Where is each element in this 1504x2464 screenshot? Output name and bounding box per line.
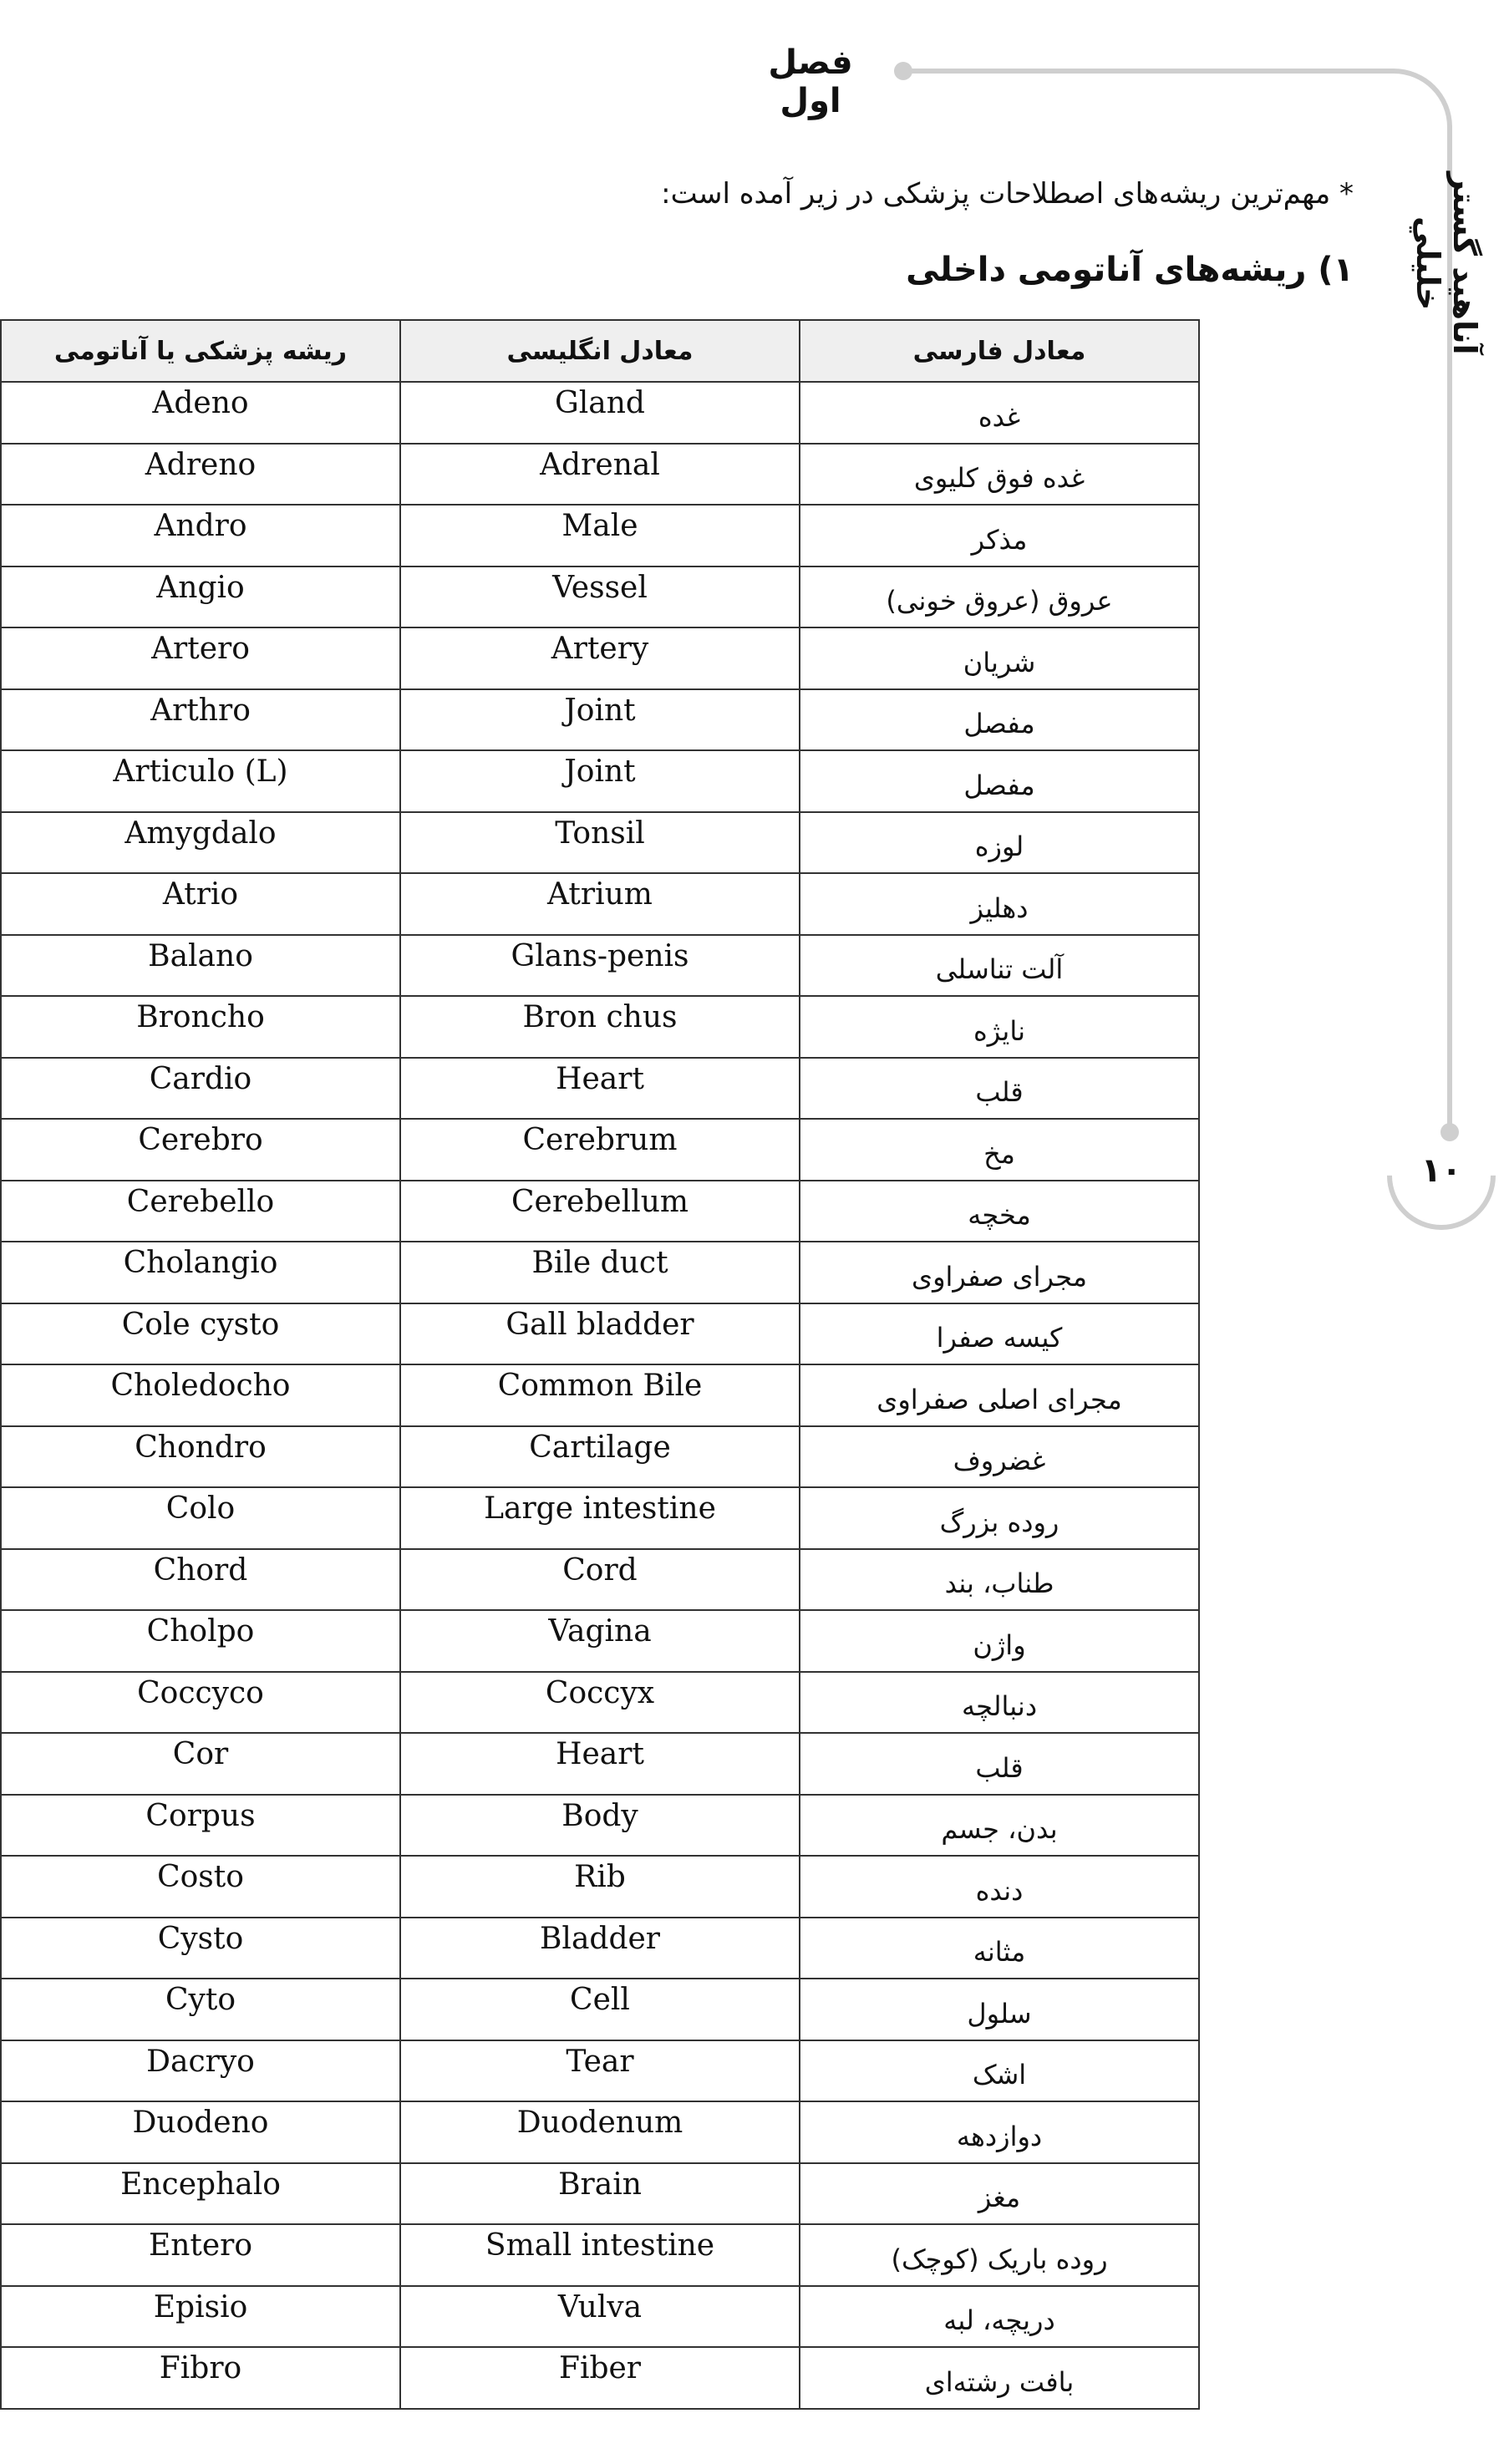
persian-cell: بافت رشته‌ای: [800, 2347, 1199, 2409]
root-cell: Cerebello: [1, 1181, 400, 1242]
table-row: [1, 1303, 1199, 1365]
english-cell: Common Bile: [400, 1364, 800, 1426]
persian-cell: مخ: [800, 1119, 1199, 1181]
table-row: [1, 1242, 1199, 1303]
root-cell: Chondro: [1, 1426, 400, 1488]
table-row: [1, 505, 1199, 566]
root-cell: Chord: [1, 1549, 400, 1611]
intro-text: * مهم‌ترین ریشه‌های اصطلاحات پزشکی در زیر آمده است:: [661, 177, 1354, 211]
table-row: [1, 1795, 1199, 1857]
english-cell: Coccyx: [400, 1672, 800, 1734]
table-row: [1, 1119, 1199, 1181]
table-row: [1, 627, 1199, 689]
persian-cell: واژن: [800, 1610, 1199, 1672]
persian-cell: نایژه: [800, 996, 1199, 1058]
table-row: [1, 2347, 1199, 2409]
header-english: معادل انگلیسی: [400, 320, 800, 382]
table-row: [1, 1364, 1199, 1426]
table-row: [1, 1487, 1199, 1549]
english-cell: Vessel: [400, 566, 800, 628]
english-cell: Large intestine: [400, 1487, 800, 1549]
english-cell: Rib: [400, 1856, 800, 1918]
root-cell: Costo: [1, 1856, 400, 1918]
table-row: [1, 566, 1199, 628]
english-cell: Glans-penis: [400, 935, 800, 997]
persian-cell: کیسه صفرا: [800, 1303, 1199, 1365]
persian-cell: مفصل: [800, 750, 1199, 812]
table-row: [1, 1733, 1199, 1795]
english-cell: Cerebrum: [400, 1119, 800, 1181]
chapter-title: فصل اول: [768, 43, 853, 120]
persian-cell: شریان: [800, 627, 1199, 689]
persian-cell: غضروف: [800, 1426, 1199, 1488]
table-row: [1, 2101, 1199, 2163]
english-cell: Vulva: [400, 2286, 800, 2348]
table-row: [1, 2040, 1199, 2102]
english-cell: Heart: [400, 1058, 800, 1120]
root-cell: Articulo (L): [1, 750, 400, 812]
root-cell: Duodeno: [1, 2101, 400, 2163]
persian-cell: اشک: [800, 2040, 1199, 2102]
root-cell: Encephalo: [1, 2163, 400, 2225]
english-cell: Gland: [400, 382, 800, 444]
medical-roots-table: [0, 319, 1200, 2410]
root-cell: Choledocho: [1, 1364, 400, 1426]
table-row: [1, 1058, 1199, 1120]
root-cell: Cole cysto: [1, 1303, 400, 1365]
root-cell: Cysto: [1, 1918, 400, 1979]
root-cell: Corpus: [1, 1795, 400, 1857]
persian-cell: روده باریک (کوچک): [800, 2224, 1199, 2286]
persian-cell: مغز: [800, 2163, 1199, 2225]
table-row: [1, 1918, 1199, 1979]
table-row: [1, 444, 1199, 506]
english-cell: Male: [400, 505, 800, 566]
persian-cell: بدن، جسم: [800, 1795, 1199, 1857]
table-row: [1, 1610, 1199, 1672]
english-cell: Adrenal: [400, 444, 800, 506]
english-cell: Bile duct: [400, 1242, 800, 1303]
english-cell: Cartilage: [400, 1426, 800, 1488]
root-cell: Fibro: [1, 2347, 400, 2409]
english-cell: Small intestine: [400, 2224, 800, 2286]
root-cell: Adreno: [1, 444, 400, 506]
root-cell: Angio: [1, 566, 400, 628]
persian-cell: روده بزرگ: [800, 1487, 1199, 1549]
table-row: [1, 812, 1199, 874]
root-cell: Cardio: [1, 1058, 400, 1120]
section-heading: ۱) ریشه‌های آناتومی داخلی: [906, 251, 1354, 289]
root-cell: Amygdalo: [1, 812, 400, 874]
page-number: ۱۰: [1420, 1151, 1462, 1190]
persian-cell: دوازدهه: [800, 2101, 1199, 2163]
side-author-label: آناهيد گستر خليلي: [1410, 171, 1483, 355]
persian-cell: مجرای صفراوی: [800, 1242, 1199, 1303]
persian-cell: عروق (عروق خونی): [800, 566, 1199, 628]
root-cell: Cor: [1, 1733, 400, 1795]
table-row: [1, 873, 1199, 935]
persian-cell: دهلیز: [800, 873, 1199, 935]
table-row: [1, 1856, 1199, 1918]
persian-cell: لوزه: [800, 812, 1199, 874]
persian-cell: قلب: [800, 1733, 1199, 1795]
header-persian: معادل فارسی: [800, 320, 1199, 382]
english-cell: Joint: [400, 750, 800, 812]
table-row: [1, 1549, 1199, 1611]
root-cell: Colo: [1, 1487, 400, 1549]
root-cell: Adeno: [1, 382, 400, 444]
table-body: [1, 382, 1199, 2409]
english-cell: Atrium: [400, 873, 800, 935]
english-cell: Tonsil: [400, 812, 800, 874]
english-cell: Artery: [400, 627, 800, 689]
persian-cell: آلت تناسلی: [800, 935, 1199, 997]
table-row: [1, 1181, 1199, 1242]
english-cell: Fiber: [400, 2347, 800, 2409]
table-row: [1, 382, 1199, 444]
table-row: [1, 2286, 1199, 2348]
persian-cell: سلول: [800, 1979, 1199, 2040]
persian-cell: مفصل: [800, 689, 1199, 751]
persian-cell: دریچه، لبه: [800, 2286, 1199, 2348]
root-cell: Cyto: [1, 1979, 400, 2040]
english-cell: Gall bladder: [400, 1303, 800, 1365]
persian-cell: غده: [800, 382, 1199, 444]
persian-cell: طناب، بند: [800, 1549, 1199, 1611]
root-cell: Cholangio: [1, 1242, 400, 1303]
persian-cell: مذکر: [800, 505, 1199, 566]
persian-cell: مثانه: [800, 1918, 1199, 1979]
table-row: [1, 2163, 1199, 2225]
root-cell: Episio: [1, 2286, 400, 2348]
persian-cell: دنبالچه: [800, 1672, 1199, 1734]
root-cell: Arthro: [1, 689, 400, 751]
table-row: [1, 1426, 1199, 1488]
english-cell: Heart: [400, 1733, 800, 1795]
table-row: [1, 935, 1199, 997]
root-cell: Andro: [1, 505, 400, 566]
root-cell: Coccyco: [1, 1672, 400, 1734]
persian-cell: غده فوق کلیوی: [800, 444, 1199, 506]
table-header-row: [1, 320, 1199, 382]
english-cell: Duodenum: [400, 2101, 800, 2163]
persian-cell: قلب: [800, 1058, 1199, 1120]
persian-cell: دنده: [800, 1856, 1199, 1918]
english-cell: Brain: [400, 2163, 800, 2225]
header-rule: [906, 69, 1382, 74]
english-cell: Cerebellum: [400, 1181, 800, 1242]
table-row: [1, 2224, 1199, 2286]
table-row: [1, 996, 1199, 1058]
table-row: [1, 750, 1199, 812]
root-cell: Balano: [1, 935, 400, 997]
persian-cell: مجرای اصلی صفراوی: [800, 1364, 1199, 1426]
english-cell: Joint: [400, 689, 800, 751]
root-cell: Atrio: [1, 873, 400, 935]
english-cell: Vagina: [400, 1610, 800, 1672]
english-cell: Cell: [400, 1979, 800, 2040]
root-cell: Cholpo: [1, 1610, 400, 1672]
table-row: [1, 1979, 1199, 2040]
english-cell: Body: [400, 1795, 800, 1857]
english-cell: Bladder: [400, 1918, 800, 1979]
english-cell: Cord: [400, 1549, 800, 1611]
root-cell: Cerebro: [1, 1119, 400, 1181]
table-row: [1, 689, 1199, 751]
persian-cell: مخچه: [800, 1181, 1199, 1242]
root-cell: Artero: [1, 627, 400, 689]
header-root: ریشه پزشکی یا آناتومی: [1, 320, 400, 382]
root-cell: Dacryo: [1, 2040, 400, 2102]
english-cell: Bron chus: [400, 996, 800, 1058]
english-cell: Tear: [400, 2040, 800, 2102]
root-cell: Entero: [1, 2224, 400, 2286]
root-cell: Broncho: [1, 996, 400, 1058]
table-row: [1, 1672, 1199, 1734]
